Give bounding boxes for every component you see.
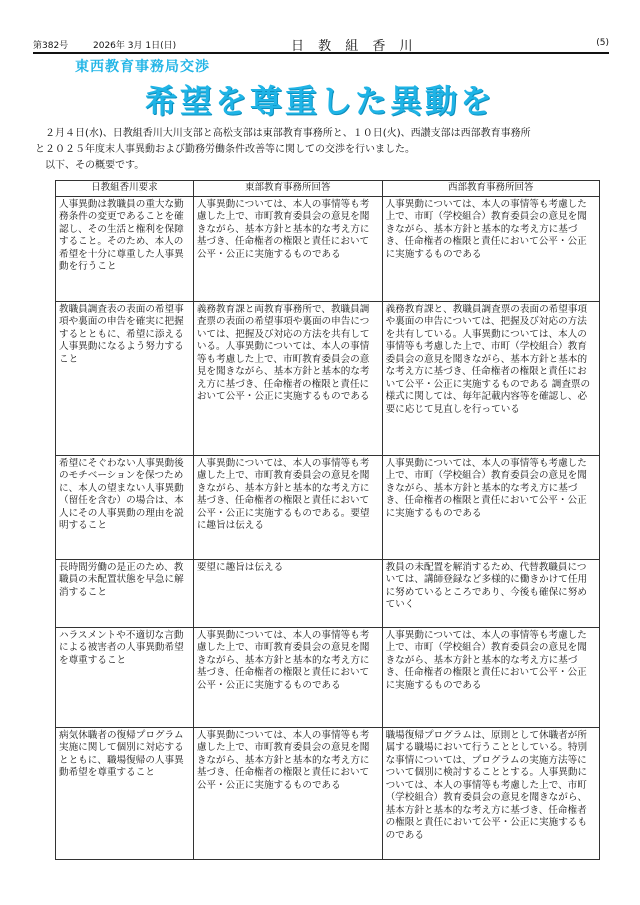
masthead-rule — [33, 52, 609, 54]
east-answer-cell: 人事異動については、本人の事情等も考慮した上で、市町教育委員会の意見を聞きながら、基本方針と基本的な考え方に基づき、任命権者の権限と責任において公平・公正に実施するものである。要望に趣旨は伝える — [193, 455, 382, 559]
demand-cell: 希望にそぐわない人事異動後のモチベーションを保つために、本人の望まない人事異動（留任を含む）の場合は、本人にその人事異動の理由を説明すること — [56, 455, 194, 559]
west-answer-cell: 教員の未配置を解消するため、代替教職員については、講師登録など多様的に働きかけて任用に努めているところであり、今後も確保に努めていく — [382, 559, 599, 627]
demand-cell: 教職員調査表の表面の希望事項や裏面の申告を確実に把握するとともに、希望に添える人事異動になるよう努力すること — [56, 301, 194, 455]
east-answer-cell: 人事異動については、本人の事情等も考慮した上で、市町教育委員会の意見を聞きながら、基本方針と基本的な考え方に基づき、任命権者の権限と責任において公平・公正に実施するものである — [193, 627, 382, 727]
issue-number: 第382号 — [33, 41, 69, 51]
east-answer-cell: 人事異動については、本人の事情等も考慮した上で、市町教育委員会の意見を聞きながら、基本方針と基本的な考え方に基づき、任命権者の権限と責任において公平・公正に実施するものである — [193, 727, 382, 859]
article-subtitle: 東西教育事務局交渉 — [75, 59, 210, 75]
negotiation-table — [55, 180, 600, 860]
west-answer-cell: 義務教育課と、教職員調査票の表面の希望事項や裏面の申告については、把握及び対応の方法を共有している。人事異動については、本人の事情等も考慮した上で、市町（学校組合）教育委員会の意見を聞きながら、基本方針と基本的な考え方に基づき、任命権者の権限と責任において公平・公正に実施するものである 調査票の様式に関しては、毎年記載内容等を確認し、必要に応じて見直しを行っている — [382, 301, 599, 455]
demand-cell: 長時間労働の是正のため、教職員の未配置状態を早急に解消すること — [56, 559, 194, 627]
demand-cell: 人事異動は教職員の重大な勤務条件の変更であることを確認し、その生活と権利を保障すること。そのため、本人の希望を十分に尊重した人事異動を行うこと — [56, 196, 194, 301]
masthead — [33, 38, 609, 54]
intro-line-3: 以下、その概要です。 — [45, 160, 145, 171]
east-answer-cell: 人事異動については、本人の事情等も考慮した上で、市町教育委員会の意見を聞きながら、基本方針と基本的な考え方に基づき、任命権者の権限と責任において公平・公正に実施するものである — [193, 196, 382, 301]
table-row — [56, 727, 600, 859]
article-title: 希望を尊重した異動を — [144, 82, 495, 120]
intro-paragraph — [35, 126, 610, 174]
header-west: 西部教育事務所回答 — [382, 181, 599, 197]
intro-line-1: ２月４日(水)、日教組香川大川支部と高松支部は東部教育事務所と、１０日(火)、西讃支部は西部教育事務所 — [45, 128, 531, 139]
paper-name: 日 教 組 香 川 — [291, 39, 418, 54]
east-answer-cell: 要望に趣旨は伝える — [193, 559, 382, 627]
intro-line-2: と２０２５年度末人事異動および勤務労働条件改善等に関しての交渉を行いました。 — [35, 144, 415, 155]
table-row — [56, 455, 600, 559]
header-east: 東部教育事務所回答 — [193, 181, 382, 197]
west-answer-cell: 人事異動については、本人の事情等も考慮した上で、市町（学校組合）教育委員会の意見を聞きながら、基本方針と基本的な考え方に基づき、任命権者の権限と責任において公平・公正に実施するものである — [382, 627, 599, 727]
demand-cell: 病気休職者の復帰プログラム実施に関して個別に対応するとともに、職場復帰の人事異動希望を尊重すること — [56, 727, 194, 859]
page-number: (5) — [596, 38, 609, 48]
issue-date: 2026年 3月 1日(日) — [93, 41, 177, 51]
table-row — [56, 627, 600, 727]
west-answer-cell: 人事異動については、本人の事情等も考慮した上で、市町（学校組合）教育委員会の意見を聞きながら、基本方針と基本的な考え方に基づき、任命権者の権限と責任において公平・公正に実施するものである — [382, 455, 599, 559]
west-answer-cell: 職場復帰プログラムは、原則として休職者が所属する職場において行うこととしている。特別な事情については、プログラムの実施方法等について個別に検討することとする。人事異動については、本人の事情等も考慮した上で、市町（学校組合）教育委員会の意見を聞きながら、基本方針と基本的な考え方に基づき、任命権者の権限と責任において公平・公正に実施するものである — [382, 727, 599, 859]
header-demand: 日教組香川要求 — [56, 181, 194, 197]
table-row — [56, 196, 600, 301]
table-row — [56, 301, 600, 455]
east-answer-cell: 義務教育課と両教育事務所で、教職員調査票の表面の希望事項や裏面の申告については、把握及び対応の方法を共有している。人事異動については、本人の事情等も考慮した上で、市町教育委員会の意見を聞きながら、基本方針と基本的な考え方に基づき、任命権者の権限と責任において公平・公正に実施するものである — [193, 301, 382, 455]
west-answer-cell: 人事異動については、本人の事情等も考慮した上で、市町（学校組合）教育委員会の意見を聞きながら、基本方針と基本的な考え方に基づき、任命権者の権限と責任において公平・公正に実施するものである — [382, 196, 599, 301]
table-row — [56, 559, 600, 627]
table-header-row — [56, 181, 600, 197]
demand-cell: ハラスメントや不適切な言動による被害者の人事異動希望を尊重すること — [56, 627, 194, 727]
